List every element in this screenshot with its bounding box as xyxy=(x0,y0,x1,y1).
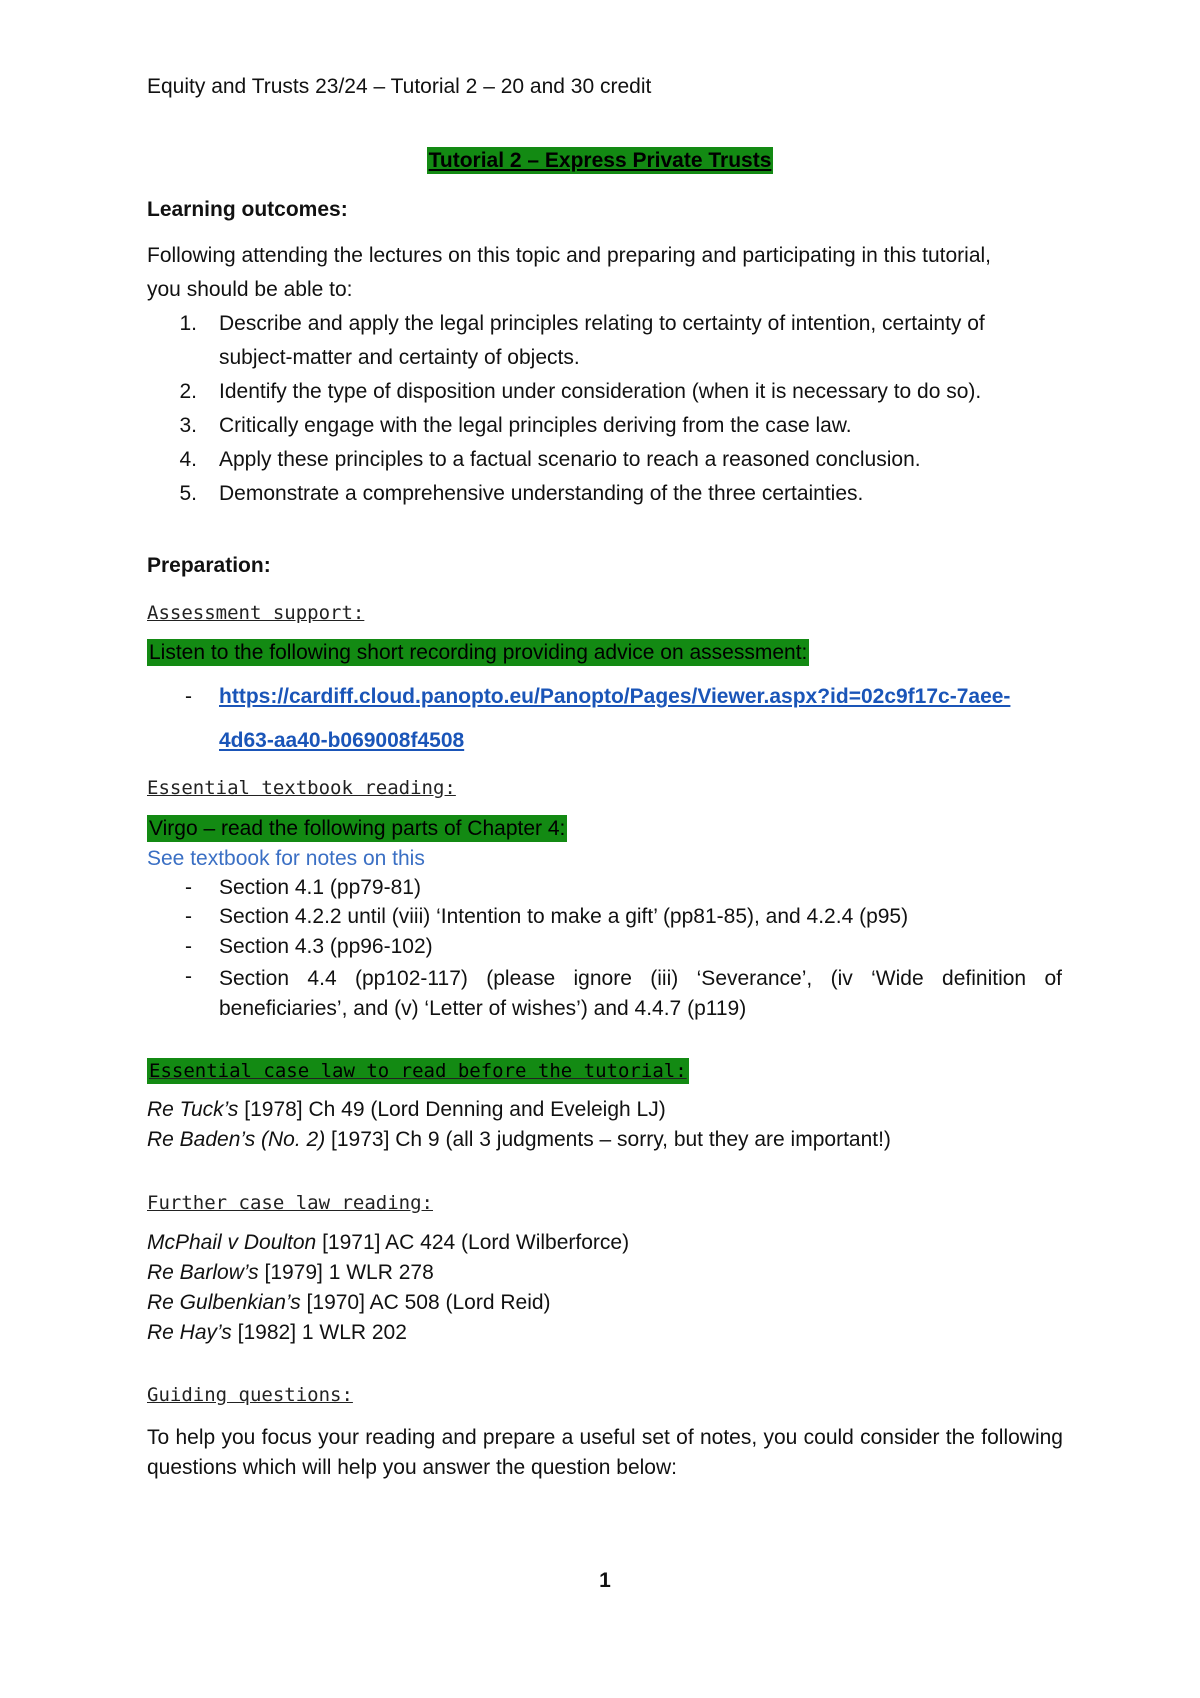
section-text-long: Section 4.4 (pp102-117) (please ignore (iii) ‘Severance’, (iv ‘Wide definition of beneficiaries’, and (v) ‘Letter of wishes’) and 4.4.7 (p119) xyxy=(219,967,1062,1020)
outcome-number: 4. xyxy=(179,448,197,471)
assessment-note-wrap xyxy=(147,640,809,666)
guiding-questions-text: To help you focus your reading and prepare a useful set of notes, you could consider the following questions which will help you answer the question below: xyxy=(147,1426,1063,1479)
tutorial-title: Tutorial 2 – Express Private Trusts xyxy=(428,149,772,172)
page-header: Equity and Trusts 23/24 – Tutorial 2 – 20 and 30 credit xyxy=(147,75,652,98)
textbook-note-wrap xyxy=(147,816,567,842)
page-number: 1 xyxy=(599,1569,611,1592)
essential-case-law-wrap xyxy=(147,1058,689,1084)
case-citation: [1978] Ch 49 (Lord Denning and Eveleigh LJ) xyxy=(238,1098,666,1121)
outcome-text: Apply these principles to a factual scenario to reach a reasoned conclusion. xyxy=(219,448,921,471)
preparation-heading: Preparation: xyxy=(147,554,271,577)
case-name: Re Tuck’s xyxy=(147,1098,239,1121)
list-dash: - xyxy=(185,685,192,708)
case-entry xyxy=(147,1290,551,1316)
outcome-text: Identify the type of disposition under consideration (when it is necessary to do so). xyxy=(219,380,982,403)
assessment-support-heading: Assessment support: xyxy=(147,602,365,624)
case-entry xyxy=(147,1320,407,1346)
further-case-law-heading: Further case law reading: xyxy=(147,1192,433,1214)
recording-link-continued-wrap xyxy=(219,728,464,754)
list-dash: - xyxy=(185,876,192,899)
outcome-number: 3. xyxy=(179,414,197,437)
case-name: McPhail v Doulton xyxy=(147,1231,317,1254)
guiding-questions-heading: Guiding questions: xyxy=(147,1384,353,1406)
outcome-number: 2. xyxy=(179,380,197,403)
learning-outcomes-heading: Learning outcomes: xyxy=(147,198,348,221)
case-name: Re Barlow’s xyxy=(147,1261,259,1284)
list-dash: - xyxy=(185,965,192,988)
case-citation: [1971] AC 424 (Lord Wilberforce) xyxy=(316,1231,630,1254)
case-entry xyxy=(147,1127,891,1153)
textbook-heading: Essential textbook reading: xyxy=(147,777,456,799)
case-name: Re Gulbenkian’s xyxy=(147,1291,301,1314)
case-citation: [1970] AC 508 (Lord Reid) xyxy=(300,1291,551,1314)
learning-intro-line-2: you should be able to: xyxy=(147,278,353,301)
learning-intro-line-1: Following attending the lectures on this topic and preparing and participating in this tutorial, xyxy=(147,244,992,267)
case-name: Re Baden’s (No. 2) xyxy=(147,1128,326,1151)
tutorial-title-wrap xyxy=(0,148,1200,174)
outcome-text: Critically engage with the legal principles deriving from the case law. xyxy=(219,414,852,437)
section-text: Section 4.3 (pp96-102) xyxy=(219,935,433,958)
textbook-note: Virgo – read the following parts of Chapter 4: xyxy=(149,817,566,840)
outcome-number: 5. xyxy=(179,482,197,505)
essential-case-law-heading: Essential case law to read before the tutorial: xyxy=(149,1060,687,1082)
case-citation: [1982] 1 WLR 202 xyxy=(231,1321,407,1344)
list-dash: - xyxy=(185,935,192,958)
outcome-text: Describe and apply the legal principles relating to certainty of intention, certainty of xyxy=(219,312,985,335)
recording-link[interactable]: https://cardiff.cloud.panopto.eu/Panopto/Pages/Viewer.aspx?id=02c9f17c-7aee- xyxy=(219,685,1011,708)
case-entry xyxy=(147,1097,666,1123)
outcome-text-continued: subject-matter and certainty of objects. xyxy=(219,346,580,369)
case-entry xyxy=(147,1230,629,1256)
assessment-note: Listen to the following short recording providing advice on assessment: xyxy=(149,641,808,664)
recording-link-continued[interactable]: 4d63-aa40-b069008f4508 xyxy=(219,729,465,752)
outcome-number: 1. xyxy=(179,312,197,335)
section-text: Section 4.1 (pp79-81) xyxy=(219,876,421,899)
section-text: Section 4.2.2 until (viii) ‘Intention to make a gift’ (pp81-85), and 4.2.4 (p95) xyxy=(219,905,909,928)
case-citation: [1973] Ch 9 (all 3 judgments – sorry, but they are important!) xyxy=(325,1128,891,1151)
outcome-text: Demonstrate a comprehensive understanding of the three certainties. xyxy=(219,482,864,505)
case-name: Re Hay’s xyxy=(147,1321,232,1344)
case-citation: [1979] 1 WLR 278 xyxy=(258,1261,434,1284)
list-dash: - xyxy=(185,905,192,928)
case-entry xyxy=(147,1260,434,1286)
textbook-sub-note: See textbook for notes on this xyxy=(147,847,425,870)
